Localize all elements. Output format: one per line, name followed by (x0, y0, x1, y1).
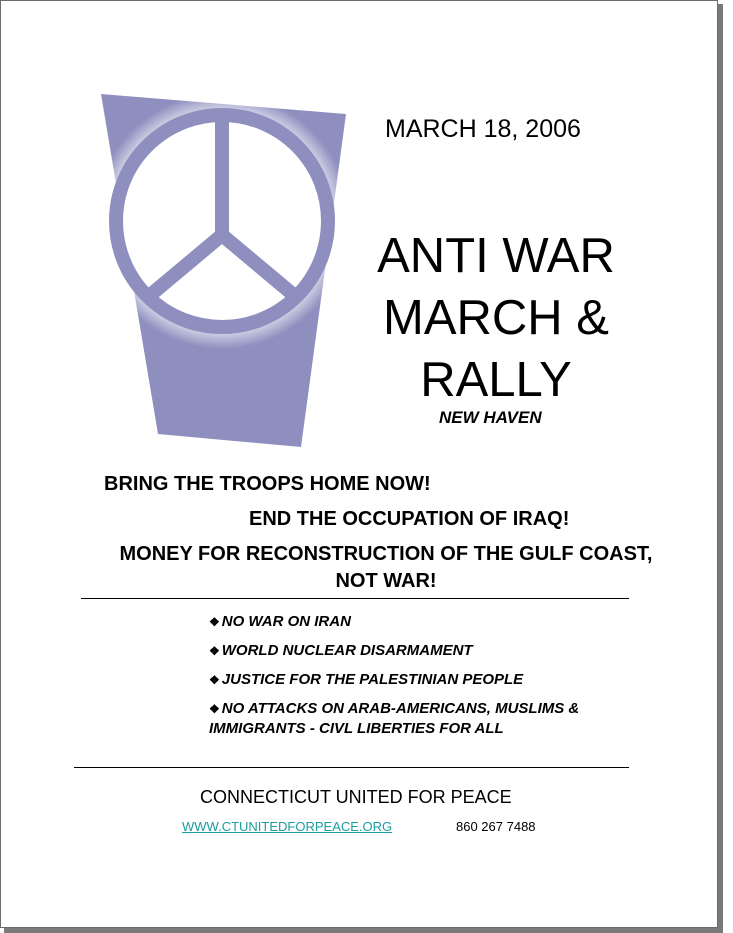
demand-item: ❖ NO ATTACKS ON ARAB-AMERICANS, MUSLIMS & IMMIGRANTS - CIVL LIBERTIES FOR ALL (209, 700, 580, 737)
title-line-1: ANTI WAR (377, 229, 615, 283)
event-title (341, 225, 651, 411)
demand-item: ❖ NO WAR ON IRAN (209, 613, 351, 630)
demand-item: ❖ JUSTICE FOR THE PALESTINIAN PEOPLE (209, 671, 524, 688)
divider-bottom (74, 767, 629, 768)
page-shadow-right (718, 4, 723, 933)
website-link[interactable]: WWW.CTUNITEDFORPEACE.ORG (182, 819, 393, 834)
diamond-bullet-icon: ❖ (209, 615, 220, 629)
demands-list (209, 612, 589, 748)
slogan-occupation: END THE OCCUPATION OF IRAQ! (249, 508, 570, 530)
page-shadow-bottom (4, 928, 723, 933)
divider-top (81, 598, 629, 599)
title-line-2: MARCH & (383, 291, 609, 345)
slogan-troops: BRING THE TROOPS HOME NOW! (104, 473, 431, 495)
event-date: MARCH 18, 2006 (385, 115, 581, 143)
demand-item: ❖ WORLD NUCLEAR DISARMAMENT (209, 642, 473, 659)
event-city: NEW HAVEN (439, 408, 542, 427)
diamond-bullet-icon: ❖ (209, 702, 220, 716)
peace-logo-icon (96, 89, 361, 449)
title-line-3: RALLY (420, 353, 572, 407)
diamond-bullet-icon: ❖ (209, 673, 220, 687)
organization-name: CONNECTICUT UNITED FOR PEACE (200, 787, 512, 807)
diamond-bullet-icon: ❖ (209, 644, 220, 658)
slogan-reconstruction: MONEY FOR RECONSTRUCTION OF THE GULF COAST, NOT WAR! (119, 543, 653, 592)
phone-number: 860 267 7488 (456, 819, 536, 834)
